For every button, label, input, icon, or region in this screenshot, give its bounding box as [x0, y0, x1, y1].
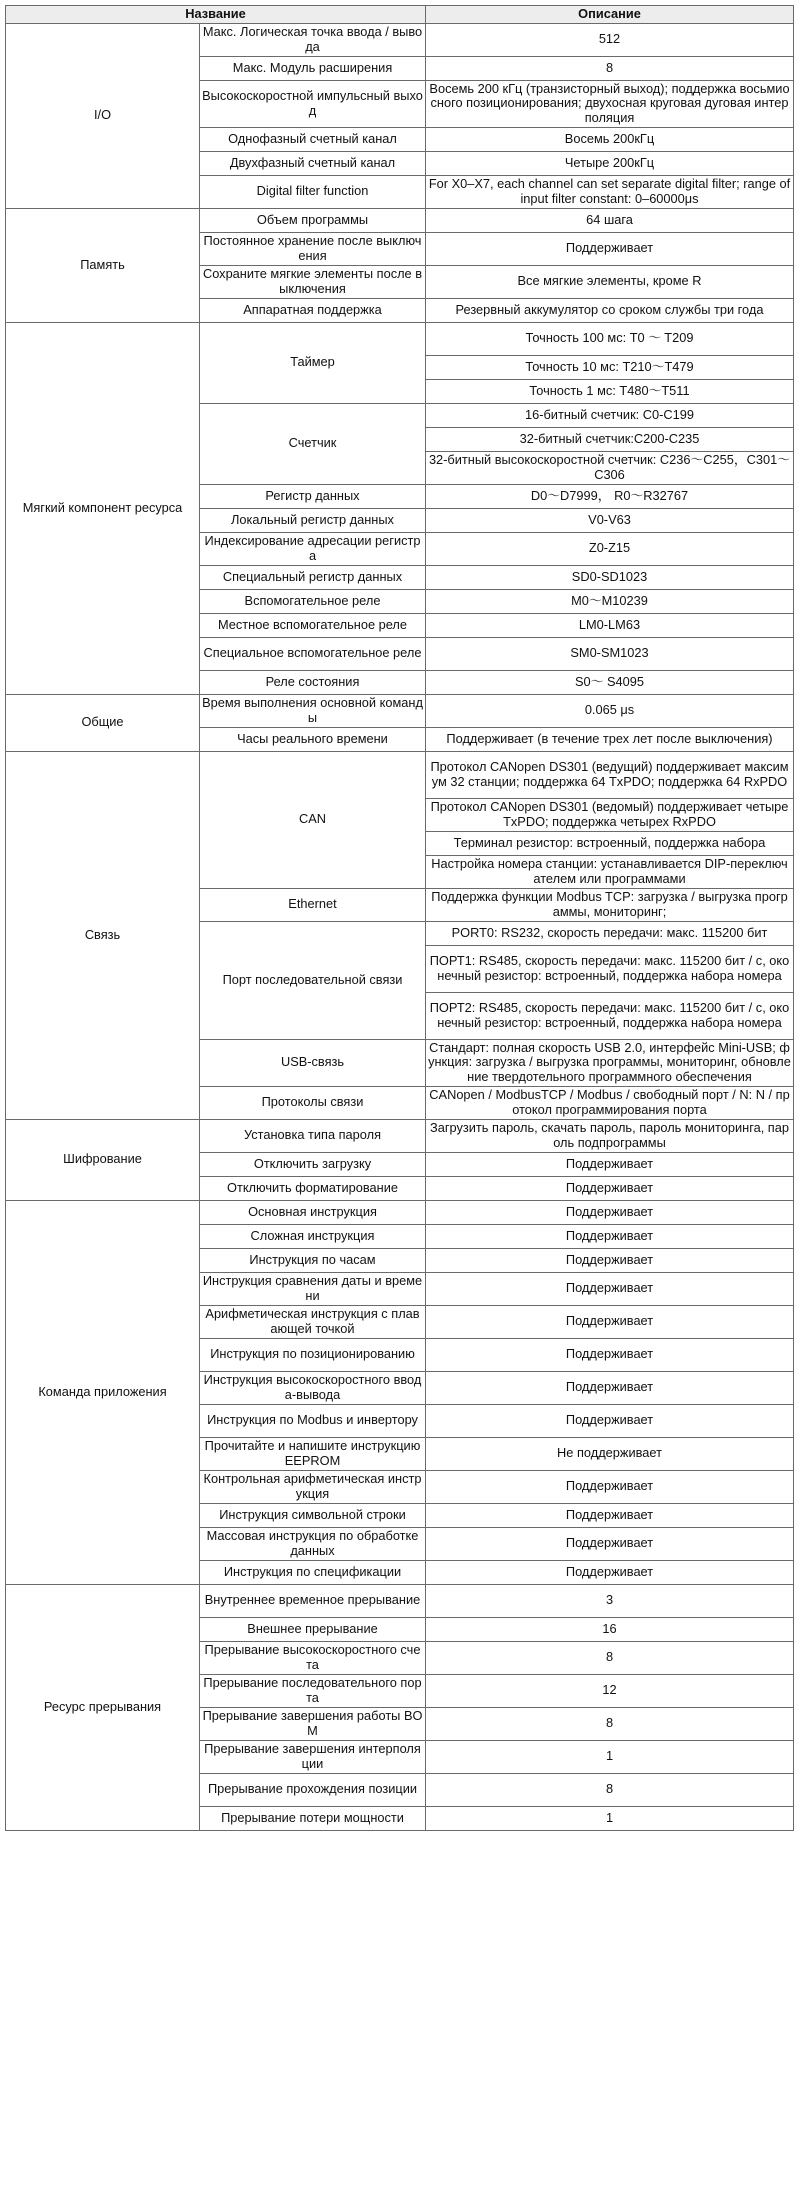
item-name-cell: Двухфазный счетный канал [200, 151, 426, 175]
item-name-cell: Однофазный счетный канал [200, 127, 426, 151]
item-description-cell: Поддерживает [426, 1176, 794, 1200]
item-description-cell: Четыре 200кГц [426, 151, 794, 175]
table-row [6, 1200, 794, 1224]
item-name-cell: Регистр данных [200, 484, 426, 508]
table-body [6, 23, 794, 1830]
item-name-cell: Объем программы [200, 208, 426, 232]
spec-table [5, 5, 794, 1831]
item-description-cell: ПОРТ2: RS485, скорость передачи: макс. 115200 бит / с, оконечный резистор: встроенный, поддержка набора номера [426, 992, 794, 1039]
item-name-cell: Протоколы связи [200, 1086, 426, 1119]
item-description-cell: Поддерживает [426, 1404, 794, 1437]
item-description-cell: Поддерживает [426, 232, 794, 265]
item-name-cell: Аппаратная поддержка [200, 298, 426, 322]
item-name-cell: Внешнее прерывание [200, 1617, 426, 1641]
item-name-cell: Макс. Модуль расширения [200, 56, 426, 80]
item-description-cell: Поддерживает [426, 1503, 794, 1527]
item-name-cell: Сложная инструкция [200, 1224, 426, 1248]
item-description-cell: 1 [426, 1740, 794, 1773]
item-name-cell: Digital filter function [200, 175, 426, 208]
item-description-cell: Z0-Z15 [426, 532, 794, 565]
item-name-cell: Инструкция высокоскоростного ввода-вывода [200, 1371, 426, 1404]
item-name-cell: Прерывание последовательного порта [200, 1674, 426, 1707]
item-name-cell: Инструкция по спецификации [200, 1560, 426, 1584]
item-description-cell: For X0–X7, each channel can set separate digital filter; range of input filter constant: 0–60000μs [426, 175, 794, 208]
section-title-cell: I/O [6, 23, 200, 208]
item-description-cell: 8 [426, 1641, 794, 1674]
item-name-cell: Инструкция по часам [200, 1248, 426, 1272]
item-name-cell: Местное вспомогательное реле [200, 613, 426, 637]
item-description-cell: Настройка номера станции: устанавливается DIP-переключателем или программами [426, 855, 794, 888]
header-name: Название [6, 6, 426, 24]
item-description-cell: Поддерживает [426, 1338, 794, 1371]
section-title-cell: Память [6, 208, 200, 322]
item-name-cell: Инструкция символьной строки [200, 1503, 426, 1527]
item-name-cell: Контрольная арифметическая инструкция [200, 1470, 426, 1503]
item-name-cell: Установка типа пароля [200, 1119, 426, 1152]
item-description-cell: Поддерживает [426, 1560, 794, 1584]
item-name-cell: Специальный регистр данных [200, 565, 426, 589]
item-name-cell: Внутреннее временное прерывание [200, 1584, 426, 1617]
item-description-cell: Не поддерживает [426, 1437, 794, 1470]
item-name-cell: Время выполнения основной команды [200, 694, 426, 727]
item-description-cell: 8 [426, 56, 794, 80]
item-description-cell: Все мягкие элементы, кроме R [426, 265, 794, 298]
item-description-cell: Поддерживает [426, 1305, 794, 1338]
table-row [6, 751, 794, 798]
table-row [6, 23, 794, 56]
item-name-cell: Высокоскоростной импульсный выход [200, 80, 426, 127]
item-name-cell: Прерывание прохождения позиции [200, 1773, 426, 1806]
item-name-cell: Часы реального времени [200, 727, 426, 751]
item-name-cell: Инструкция по позиционированию [200, 1338, 426, 1371]
item-name-cell: Счетчик [200, 403, 426, 484]
item-description-cell: 16-битный счетчик: C0-C199 [426, 403, 794, 427]
section-title-cell: Ресурс прерывания [6, 1584, 200, 1830]
item-description-cell: S0～ S4095 [426, 670, 794, 694]
item-description-cell: Точность 1 мс: T480～T511 [426, 379, 794, 403]
item-name-cell: Порт последовательной связи [200, 921, 426, 1039]
table-header-row [6, 6, 794, 24]
item-name-cell: Прерывание завершения работы BOM [200, 1707, 426, 1740]
item-name-cell: Прерывание завершения интерполяции [200, 1740, 426, 1773]
item-name-cell: Прочитайте и напишите инструкцию EEPROM [200, 1437, 426, 1470]
item-description-cell: 0.065 μs [426, 694, 794, 727]
item-name-cell: Инструкция по Modbus и инвертору [200, 1404, 426, 1437]
item-description-cell: D0～D7999， R0～R32767 [426, 484, 794, 508]
item-description-cell: 3 [426, 1584, 794, 1617]
item-description-cell: Резервный аккумулятор со сроком службы три года [426, 298, 794, 322]
item-description-cell: 16 [426, 1617, 794, 1641]
item-description-cell: Поддерживает [426, 1371, 794, 1404]
item-description-cell: 512 [426, 23, 794, 56]
table-row [6, 1119, 794, 1152]
item-description-cell: 12 [426, 1674, 794, 1707]
item-name-cell: Массовая инструкция по обработке данных [200, 1527, 426, 1560]
item-name-cell: Основная инструкция [200, 1200, 426, 1224]
item-description-cell: Поддерживает [426, 1470, 794, 1503]
item-description-cell: V0-V63 [426, 508, 794, 532]
item-description-cell: Поддерживает [426, 1248, 794, 1272]
item-name-cell: USB-связь [200, 1039, 426, 1086]
section-title-cell: Связь [6, 751, 200, 1119]
item-name-cell: Арифметическая инструкция с плавающей точкой [200, 1305, 426, 1338]
table-row [6, 694, 794, 727]
item-description-cell: Поддерживает (в течение трех лет после выключения) [426, 727, 794, 751]
table-row [6, 208, 794, 232]
item-name-cell: Специальное вспомогательное реле [200, 637, 426, 670]
section-title-cell: Мягкий компонент ресурса [6, 322, 200, 694]
item-name-cell: Ethernet [200, 888, 426, 921]
item-description-cell: ПОРТ1: RS485, скорость передачи: макс. 115200 бит / с, оконечный резистор: встроенный, поддержка набора номера [426, 945, 794, 992]
item-description-cell: Стандарт: полная скорость USB 2.0, интерфейс Mini-USB; функция: загрузка / выгрузка программы, мониторинг, обновление твердотельного программного обеспечения [426, 1039, 794, 1086]
item-description-cell: Протокол CANopen DS301 (ведущий) поддерживает максимум 32 станции; поддержка 64 TxPDO; поддержка 64 RxPDO [426, 751, 794, 798]
item-name-cell: Вспомогательное реле [200, 589, 426, 613]
item-name-cell: Индексирование адресации регистра [200, 532, 426, 565]
table-row [6, 322, 794, 355]
item-name-cell: Реле состояния [200, 670, 426, 694]
item-description-cell: Поддерживает [426, 1200, 794, 1224]
item-description-cell: PORT0: RS232, скорость передачи: макс. 115200 бит [426, 921, 794, 945]
item-description-cell: Протокол CANopen DS301 (ведомый) поддерживает четыре TxPDO; поддержка четырех RxPDO [426, 798, 794, 831]
section-title-cell: Шифрование [6, 1119, 200, 1200]
item-description-cell: Терминал резистор: встроенный, поддержка набора [426, 831, 794, 855]
item-description-cell: Поддерживает [426, 1152, 794, 1176]
item-description-cell: Загрузить пароль, скачать пароль, пароль мониторинга, пароль подпрограммы [426, 1119, 794, 1152]
item-description-cell: 8 [426, 1773, 794, 1806]
item-name-cell: CAN [200, 751, 426, 888]
item-description-cell: Восемь 200кГц [426, 127, 794, 151]
item-name-cell: Таймер [200, 322, 426, 403]
item-description-cell: Поддерживает [426, 1224, 794, 1248]
item-description-cell: Восемь 200 кГц (транзисторный выход); поддержка восьмиосного позиционирования; двухосная круговая дуговая интерполяция [426, 80, 794, 127]
item-name-cell: Отключить форматирование [200, 1176, 426, 1200]
item-description-cell: SM0-SM1023 [426, 637, 794, 670]
item-description-cell: Точность 10 мс: T210～T479 [426, 355, 794, 379]
item-name-cell: Прерывание высокоскоростного счета [200, 1641, 426, 1674]
item-description-cell: 8 [426, 1707, 794, 1740]
item-name-cell: Прерывание потери мощности [200, 1806, 426, 1830]
item-description-cell: SD0-SD1023 [426, 565, 794, 589]
item-description-cell: Точность 100 мс: T0 ～ T209 [426, 322, 794, 355]
item-name-cell: Локальный регистр данных [200, 508, 426, 532]
item-name-cell: Инструкция сравнения даты и времени [200, 1272, 426, 1305]
item-description-cell: LM0-LM63 [426, 613, 794, 637]
table-row [6, 1584, 794, 1617]
item-name-cell: Макс. Логическая точка ввода / вывода [200, 23, 426, 56]
item-name-cell: Сохраните мягкие элементы после выключения [200, 265, 426, 298]
item-description-cell: Поддерживает [426, 1527, 794, 1560]
header-description: Описание [426, 6, 794, 24]
item-name-cell: Постоянное хранение после выключения [200, 232, 426, 265]
item-description-cell: M0～M10239 [426, 589, 794, 613]
item-description-cell: Поддерживает [426, 1272, 794, 1305]
item-name-cell: Отключить загрузку [200, 1152, 426, 1176]
item-description-cell: 64 шага [426, 208, 794, 232]
item-description-cell: 32-битный счетчик:C200-C235 [426, 427, 794, 451]
section-title-cell: Команда приложения [6, 1200, 200, 1584]
item-description-cell: CANopen / ModbusTCP / Modbus / свободный порт / N: N / протокол программирования порта [426, 1086, 794, 1119]
item-description-cell: 32-битный высокоскоростной счетчик: C236～C255，C301～C306 [426, 451, 794, 484]
item-description-cell: 1 [426, 1806, 794, 1830]
section-title-cell: Общие [6, 694, 200, 751]
item-description-cell: Поддержка функции Modbus TCP: загрузка / выгрузка программы, мониторинг; [426, 888, 794, 921]
